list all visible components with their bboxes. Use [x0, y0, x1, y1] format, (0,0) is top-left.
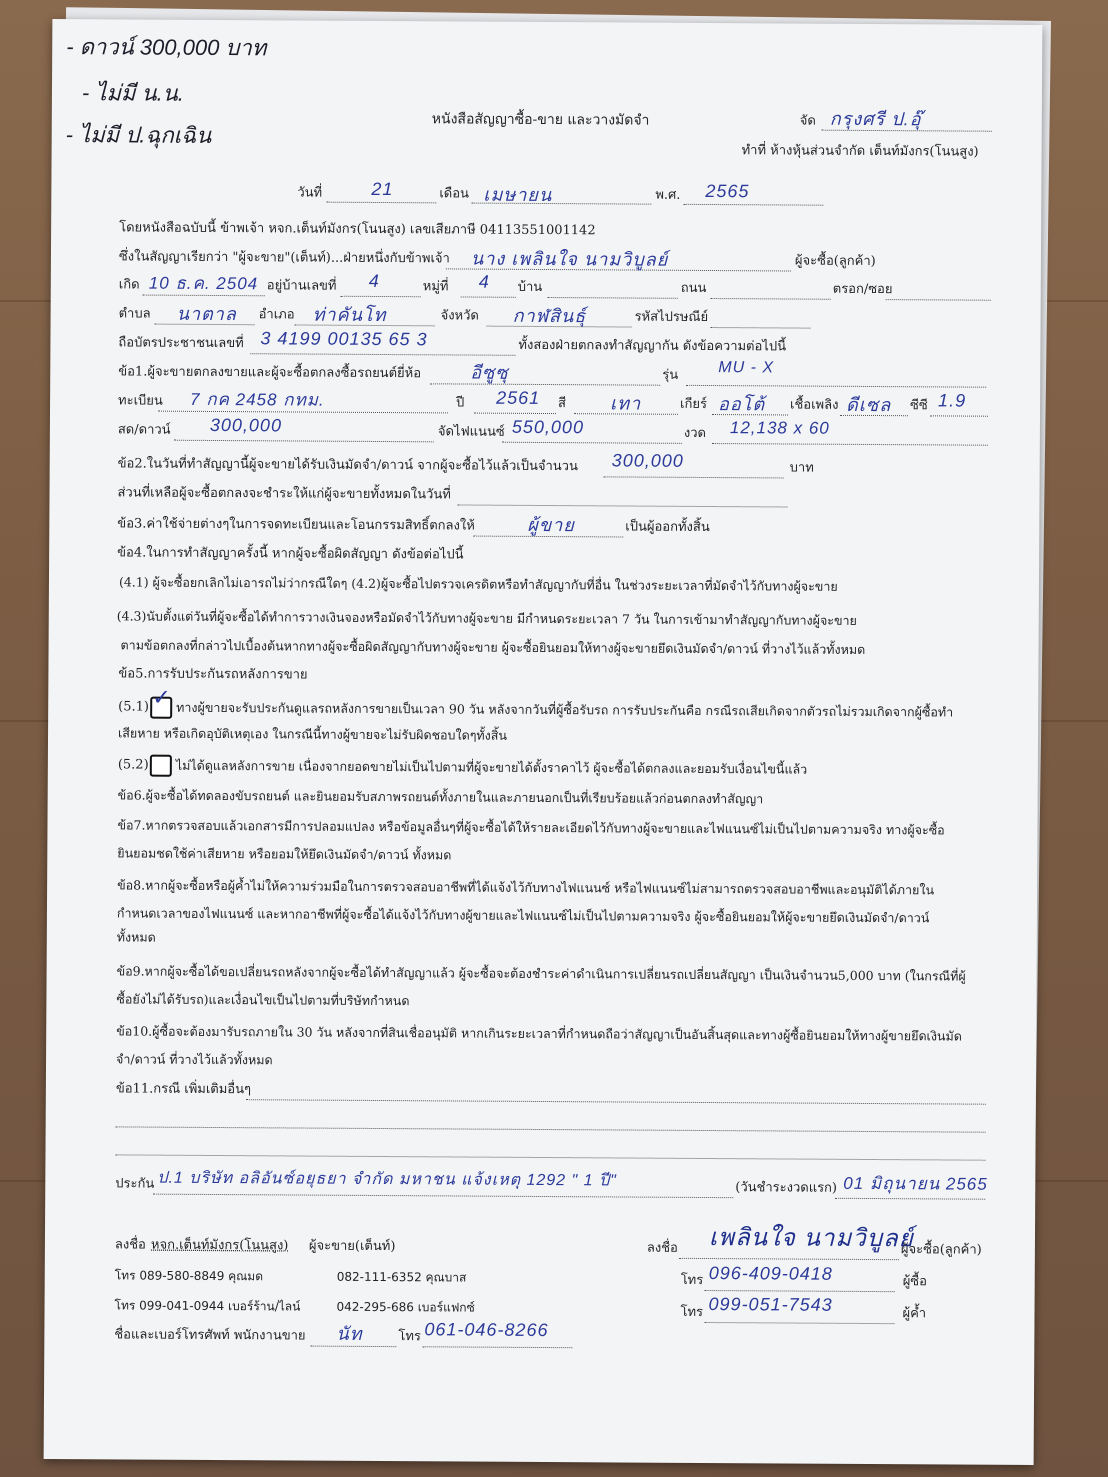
year-label: พ.ศ. — [655, 187, 681, 203]
tambon-label: ตำบล — [118, 306, 151, 322]
guarantor-tel: 099-051-7543 — [708, 1294, 833, 1315]
date-day: 21 — [371, 178, 394, 200]
model-label: รุ่น — [662, 367, 679, 383]
seller-clause: ซึ่งในสัญญาเรียกว่า "ผู้จะขาย"(เต็นท์)...ฝ่ายหนึ่งกับข้าพเจ้า — [118, 249, 450, 267]
clause9b: ซื้อยังไม่ได้รับรถ)และเงื่อนไขเป็นไปตามที่บริษัทกำหนด — [116, 991, 410, 1009]
road-label: ถนน — [680, 280, 707, 296]
buyer-role: ผู้จะซื้อ(ลูกค้า) — [900, 1242, 982, 1258]
insurance-label: ประกัน — [115, 1176, 155, 1192]
made-at-value: กรุงศรี ป.อุ๊ — [829, 108, 922, 130]
staff-name: นัท — [336, 1323, 363, 1344]
inst-label: งวด — [683, 425, 707, 441]
contract-title: หนังสือสัญญาซื้อ-ขาย และวางมัดจำ — [431, 111, 650, 129]
month-label: เดือน — [439, 186, 469, 202]
born-value: 10 ธ.ค. 2504 — [148, 273, 259, 294]
finance-label: จัดไฟแนนซ์ — [437, 424, 505, 440]
made-at-label: จัด — [799, 113, 816, 129]
staff-tel-label: โทร — [398, 1329, 421, 1345]
id-value: 3 4199 00135 65 3 — [260, 328, 428, 350]
buyer-name: นาง เพลินใจ นามวิบูลย์ — [470, 248, 669, 270]
car-down: 300,000 — [209, 414, 283, 436]
guarantor-tel-label: โทร — [680, 1304, 704, 1320]
seller-name: หจก.เต็นท์มังกร(โนนสูง) — [150, 1237, 289, 1254]
clause5-1-num: (5.1) — [118, 699, 150, 715]
born-label: เกิด — [118, 277, 140, 293]
house-value: 4 — [368, 270, 380, 291]
clause5-1b: เสียหาย หรือเกิดอุบัติเหตุเอง ในกรณีนี้ทางผู้ขายจะไม่รับผิดชอบใดๆทั้งสิ้น — [118, 725, 508, 743]
phone-3: โทร 099-041-0944 เบอร์ร้าน/ไลน์ — [114, 1298, 301, 1314]
deposit-amount: 300,000 — [611, 450, 684, 471]
staff-tel: 061-046-8266 — [424, 1319, 549, 1341]
car-finance: 550,000 — [511, 416, 585, 438]
soi-label: ตรอก/ซอย — [832, 281, 893, 298]
deposit-unit: บาท — [789, 460, 814, 476]
car-year: 2561 — [496, 387, 541, 408]
car-model: MU - X — [718, 359, 775, 377]
clause10b: จำ/ดาวน์ ที่วางไว้แล้วทั้งหมด — [116, 1051, 273, 1068]
province-value: กาฬสินธุ์ — [512, 305, 587, 327]
date-year: 2565 — [705, 180, 750, 202]
clause1-label: ข้อ1.ผู้จะขายตกลงขายและผู้จะซื้อตกลงซื้อรถยนต์ยี่ห้อ — [118, 364, 422, 382]
id-tail: ทั้งสองฝ่ายตกลงทำสัญญากัน ดังข้อความต่อไปนี้ — [518, 337, 787, 355]
tambon-value: นาตาล — [176, 303, 237, 325]
seller-sign-label: ลงชื่อ — [114, 1237, 146, 1253]
clause7b: ยินยอมชดใช้ค่าเสียหาย หรือยอมให้ยึดเงินมัดจำ/ดาวน์ ทั้งหมด — [117, 845, 452, 863]
house-label: อยู่บ้านเลขที่ — [266, 278, 337, 294]
car-fuel: ดีเซล — [846, 394, 892, 416]
color-label: สี — [558, 396, 567, 412]
clause8b: กำหนดเวลาของไฟแนนซ์ และหากอาชีพที่ผู้จะซื้อได้แจ้งไว้กับทางผู้ขายและไฟแนนซ์ไม่เป็นไปตามความจริง ผู้จะซื้อยินยอมให้ผู้จะขายยึดเงินมัดจำ/ดาวน์ — [116, 905, 930, 926]
buyer-sign-label: ลงชื่อ — [646, 1240, 678, 1256]
clause10a: ข้อ10.ผู้ซื้อจะต้องมารับรถภายใน 30 วัน หลังจากที่สินเชื่ออนุมัติ หากเกินระยะเวลาที่กำหนดถือว่าสัญญาเป็นอันสิ้นสุดและทางผู้ซื้อยินยอมให้ทางผู้ขายยึดเงินมัด — [116, 1023, 962, 1044]
first-payment-label: (วันชำระงวดแรก) — [735, 1180, 838, 1196]
fee-payer: ผู้ขาย — [527, 514, 575, 536]
clause8a: ข้อ8.หากผู้จะซื้อหรือผู้ค้ำไม่ให้ความร่วมมือในการตรวจสอบอาชีพที่ได้แจ้งไว้กับทางไฟแนนซ์ หรือไฟแนนซ์ไม่สามารถตรวจสอบอาชีพและอนุมัติได้ภายใน — [117, 877, 935, 898]
car-color: เทา — [610, 393, 642, 414]
seller-role: ผู้จะขาย(เต็นท์) — [308, 1238, 396, 1255]
clause4-label: ข้อ4.ในการทำสัญญาครั้งนี้ หากผู้จะซื้อผิดสัญญา ดังข้อต่อไปนี้ — [117, 545, 464, 563]
date-month: เมษายน — [483, 184, 553, 206]
car-cc: 1.9 — [938, 390, 967, 411]
buyer-label: ผู้จะซื้อ(ลูกค้า) — [794, 253, 876, 270]
gear-label: เกียร์ — [680, 396, 708, 412]
first-payment-date: 01 มิถุนายน 2565 — [843, 1173, 988, 1194]
handnote-1: - ดาวน์ 300,000 บาท — [66, 34, 267, 61]
clause9a: ข้อ9.หากผู้จะซื้อได้ขอเปลี่ยนรถหลังจากผู้จะซื้อได้ทำสัญญาแล้ว ผู้จะซื้อจะต้องชำระค่าดำเนินการเปลี่ยนรถเปลี่ยนสัญญา เป็นเงินจำนวน5,000 บาท (ในกรณีที่ผู้ — [116, 963, 966, 984]
date-label: วันที่ — [297, 185, 323, 201]
buyer-signature: เพลินใจ นามวิบูลย์ — [708, 1224, 914, 1253]
province-label: จังหวัด — [440, 308, 479, 324]
postal-label: รหัสไปรษณีย์ — [634, 309, 709, 326]
clause5-label: ข้อ5.การรับประกันรถหลังการขาย — [118, 666, 308, 683]
phone-4: 042-295-686 เบอร์แฟกซ์ — [336, 1299, 475, 1315]
handnote-3: - ไม่มี ป.ฉุกเฉิน — [65, 122, 212, 148]
contract-sheet — [44, 19, 1043, 1465]
clause7a: ข้อ7.หากตรวจสอบแล้วเอกสารมีการปลอมแปลง หรือข้อมูลอื่นๆที่ผู้จะซื้อได้ให้รายละเอียดไว้กับทางผู้จะขายและไฟแนนซ์ไม่เป็นไปตามความจริง ทางผู้จะซื้อ — [117, 817, 945, 838]
insurance-value: ป.1 บริษัท อลิอันซ์อยุธยา จำกัด มหาชน แจ้งเหตุ 1292 " 1 ปี" — [157, 1169, 617, 1190]
phone-2: 082-111-6352 คุณบาส — [336, 1269, 467, 1285]
checkmark-icon: ✓ — [152, 685, 171, 711]
car-gear: ออโต้ — [718, 394, 766, 415]
clause8c: ทั้งหมด — [116, 929, 156, 945]
contract-place: ทำที่ ห้างหุ้นส่วนจำกัด เต็นท์มังกร(โนนสูง) — [741, 143, 979, 160]
clause2-rest: ส่วนที่เหลือผู้จะซื้อตกลงจะชำระให้แก่ผู้จะขายทั้งหมดในวันที่ — [117, 485, 451, 503]
car-year-label: ปี — [456, 395, 465, 411]
down-label: สด/ดาวน์ — [117, 422, 171, 438]
clause2-label: ข้อ2.ในวันที่ทำสัญญานี้ผู้จะขายได้รับเงินมัดจำ/ดาวน์ จากผู้จะซื้อไว้แล้วเป็นจำนวน — [117, 456, 578, 475]
buyer-tel-label: โทร — [680, 1272, 704, 1288]
no-warranty-checkbox[interactable] — [150, 755, 172, 777]
car-reg: 7 กค 2458 กทม. — [190, 389, 325, 410]
clause5-1: ทางผู้ขายจะรับประกันดูแลรถหลังการขายเป็นเวลา 90 วัน หลังจากวันที่ผู้ซื้อรับรถ การรับประกันคือ กรณีรถเสียเกิดจากตัวรถไม่รวมเกิดจากผู้ซื้อทำ — [176, 699, 954, 720]
amphoe-value: ท่าคันโท — [312, 304, 387, 326]
buyer-tel-role: ผู้ซื้อ — [902, 1274, 928, 1290]
clause4-3: (4.3)นับตั้งแต่วันที่ผู้จะซื้อได้ทำการวางเงินจองหรือมัดจำไว้กับทางผู้จะขาย มีกำหนดระยะเวลา 7 วัน ในการเข้ามาทำสัญญากับทางผู้จะขาย — [116, 608, 857, 628]
handnote-2: - ไม่มี น.น. — [81, 80, 184, 106]
clause5-2-num: (5.2) — [117, 757, 149, 773]
intro-line: โดยหนังสือฉบับนี้ ข้าพเจ้า หจก.เต็นท์มังกร(โนนสูง) เลขเสียภาษี 04113551001142 — [119, 220, 596, 239]
car-brand: อีซูซุ — [470, 362, 509, 383]
clause11: ข้อ11.กรณี เพิ่มเติมอื่นๆ — [115, 1081, 252, 1098]
clause4-1: (4.1) ผู้จะซื้อยกเลิกไม่เอารถไม่ว่ากรณีใดๆ (4.2)ผู้จะซื้อไปตรวจเครดิตหรือทำสัญญากับที่อื่น ในช่วงระยะเวลาที่มัดจำไว้กับทางผู้จะขาย — [118, 574, 838, 594]
staff-label: ชื่อและเบอร์โทรศัพท์ พนักงานขาย — [114, 1327, 306, 1344]
id-label: ถือบัตรประชาชนเลขที่ — [118, 335, 244, 352]
village-label: บ้าน — [517, 279, 543, 295]
clause4-3b: ตามข้อตกลงที่กล่าวไปเบื้องต้นหากทางผู้จะซื้อผิดสัญญากับทางผู้จะขาย ผู้จะซื้อยินยอมให้ทางผู้จะขายยึดเงินมัดจำ/ดาวน์ ที่วางไว้แล้วทั้งหมด — [120, 637, 866, 657]
moo-label: หมู่ที่ — [422, 279, 449, 295]
amphoe-label: อำเภอ — [258, 307, 295, 323]
reg-label: ทะเบียน — [118, 393, 163, 409]
guarantor-tel-role: ผู้ค้ำ — [902, 1306, 927, 1322]
clause3-tail: เป็นผู้ออกทั้งสิ้น — [625, 519, 710, 536]
cc-label: ซีซี — [910, 398, 928, 414]
fuel-label: เชื้อเพลิง — [790, 397, 839, 413]
clause6: ข้อ6.ผู้จะซื้อได้ทดลองขับรถยนต์ และยินยอมรับสภาพรถยนต์ทั้งภายในและภายนอกเป็นที่เรียบร้อยแล้วก่อนตกลงทำสัญญา — [117, 787, 764, 807]
buyer-tel: 096-409-0418 — [708, 1263, 833, 1284]
clause5-2: ไม่ได้ดูแลหลังการขาย เนื่องจากยอดขายไม่เป็นไปตามที่ผู้จะขายได้ตั้งราคาไว้ ผู้จะซื้อได้ตกลงและยอมรับเงื่อนไขนี้แล้ว — [175, 757, 808, 777]
car-installment: 12,138 x 60 — [729, 418, 830, 438]
moo-value: 4 — [478, 271, 490, 292]
phone-1: โทร 089-580-8849 คุณมด — [114, 1268, 264, 1284]
clause3-label: ข้อ3.ค่าใช้จ่ายต่างๆในการจดทะเบียนและโอนกรรมสิทธิ์ตกลงให้ — [117, 516, 475, 534]
